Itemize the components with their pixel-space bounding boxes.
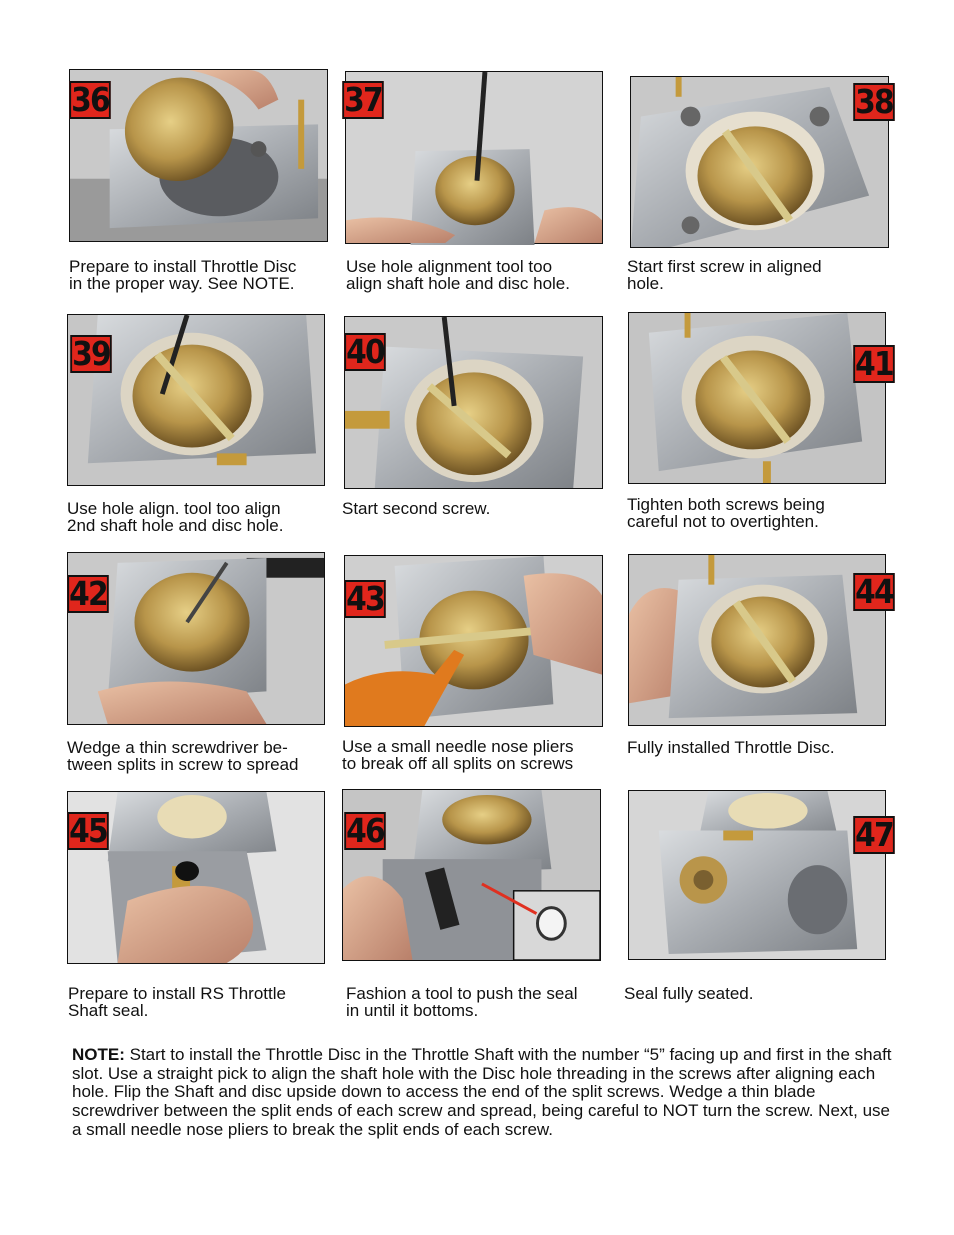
step-45-photo (67, 791, 325, 964)
step-46-badge: 46 (346, 811, 384, 850)
step-41-badge: 41 (855, 344, 893, 383)
step-42-photo (67, 552, 325, 725)
note-paragraph (72, 1046, 892, 1140)
step-36-photo (69, 69, 328, 242)
step-39-photo (67, 314, 325, 486)
step-47-photo (628, 790, 893, 960)
step-43-photo (344, 555, 603, 727)
step-37-photo (345, 71, 603, 244)
step-47-caption: Seal fully seated. (624, 984, 754, 1003)
step-44-badge: 44 (855, 572, 893, 611)
step-41-photo (628, 312, 893, 484)
step-37-caption: Use hole alignment tool too align shaft hole and disc hole. (346, 257, 570, 293)
step-36-caption: Prepare to install Throttle Disc in the proper way. See NOTE. (69, 257, 297, 293)
step-38-photo (630, 76, 893, 248)
step-43-caption: Use a small needle nose pliers to break off all splits on screws (342, 737, 574, 773)
step-45-caption: Prepare to install RS Throttle Shaft seal. (68, 984, 286, 1020)
step-42-caption: Wedge a thin screwdriver be- tween splits in screw to spread (67, 738, 299, 774)
step-42-badge: 42 (69, 574, 107, 613)
step-46-caption: Fashion a tool to push the seal in until it bottoms. (346, 984, 578, 1020)
step-47-badge: 47 (855, 815, 893, 854)
step-41-caption: Tighten both screws being careful not to overtighten. (627, 495, 825, 531)
step-38-badge: 38 (855, 82, 893, 121)
step-46-photo (342, 789, 601, 961)
note-text: Start to install the Throttle Disc in the Throttle Shaft with the number “5” facing up and first in the shaft slot. Use a straight pick to align the shaft hole with the Disc hole threading in the screws after aligning each hole. Flip the Shaft and disc upside down to access the end of the split screws. Wedge a thin blade screwdriver between the split ends of each screw and spread, being careful to NOT turn the screw. Next, use a small needle nose pliers to break the split ends of each screw. (72, 1045, 892, 1139)
note-label: NOTE: (72, 1045, 125, 1064)
step-44-photo (628, 554, 893, 726)
step-39-caption: Use hole align. tool too align 2nd shaft hole and disc hole. (67, 499, 284, 535)
step-40-badge: 40 (346, 332, 384, 371)
step-43-badge: 43 (346, 579, 384, 618)
step-44-caption: Fully installed Throttle Disc. (627, 738, 835, 757)
step-45-badge: 45 (69, 811, 107, 850)
step-40-caption: Start second screw. (342, 499, 491, 518)
step-38-caption: Start first screw in aligned hole. (627, 257, 822, 293)
step-36-badge: 36 (71, 80, 109, 119)
step-39-badge: 39 (72, 334, 110, 373)
step-40-photo (344, 316, 603, 489)
step-37-badge: 37 (344, 80, 382, 119)
